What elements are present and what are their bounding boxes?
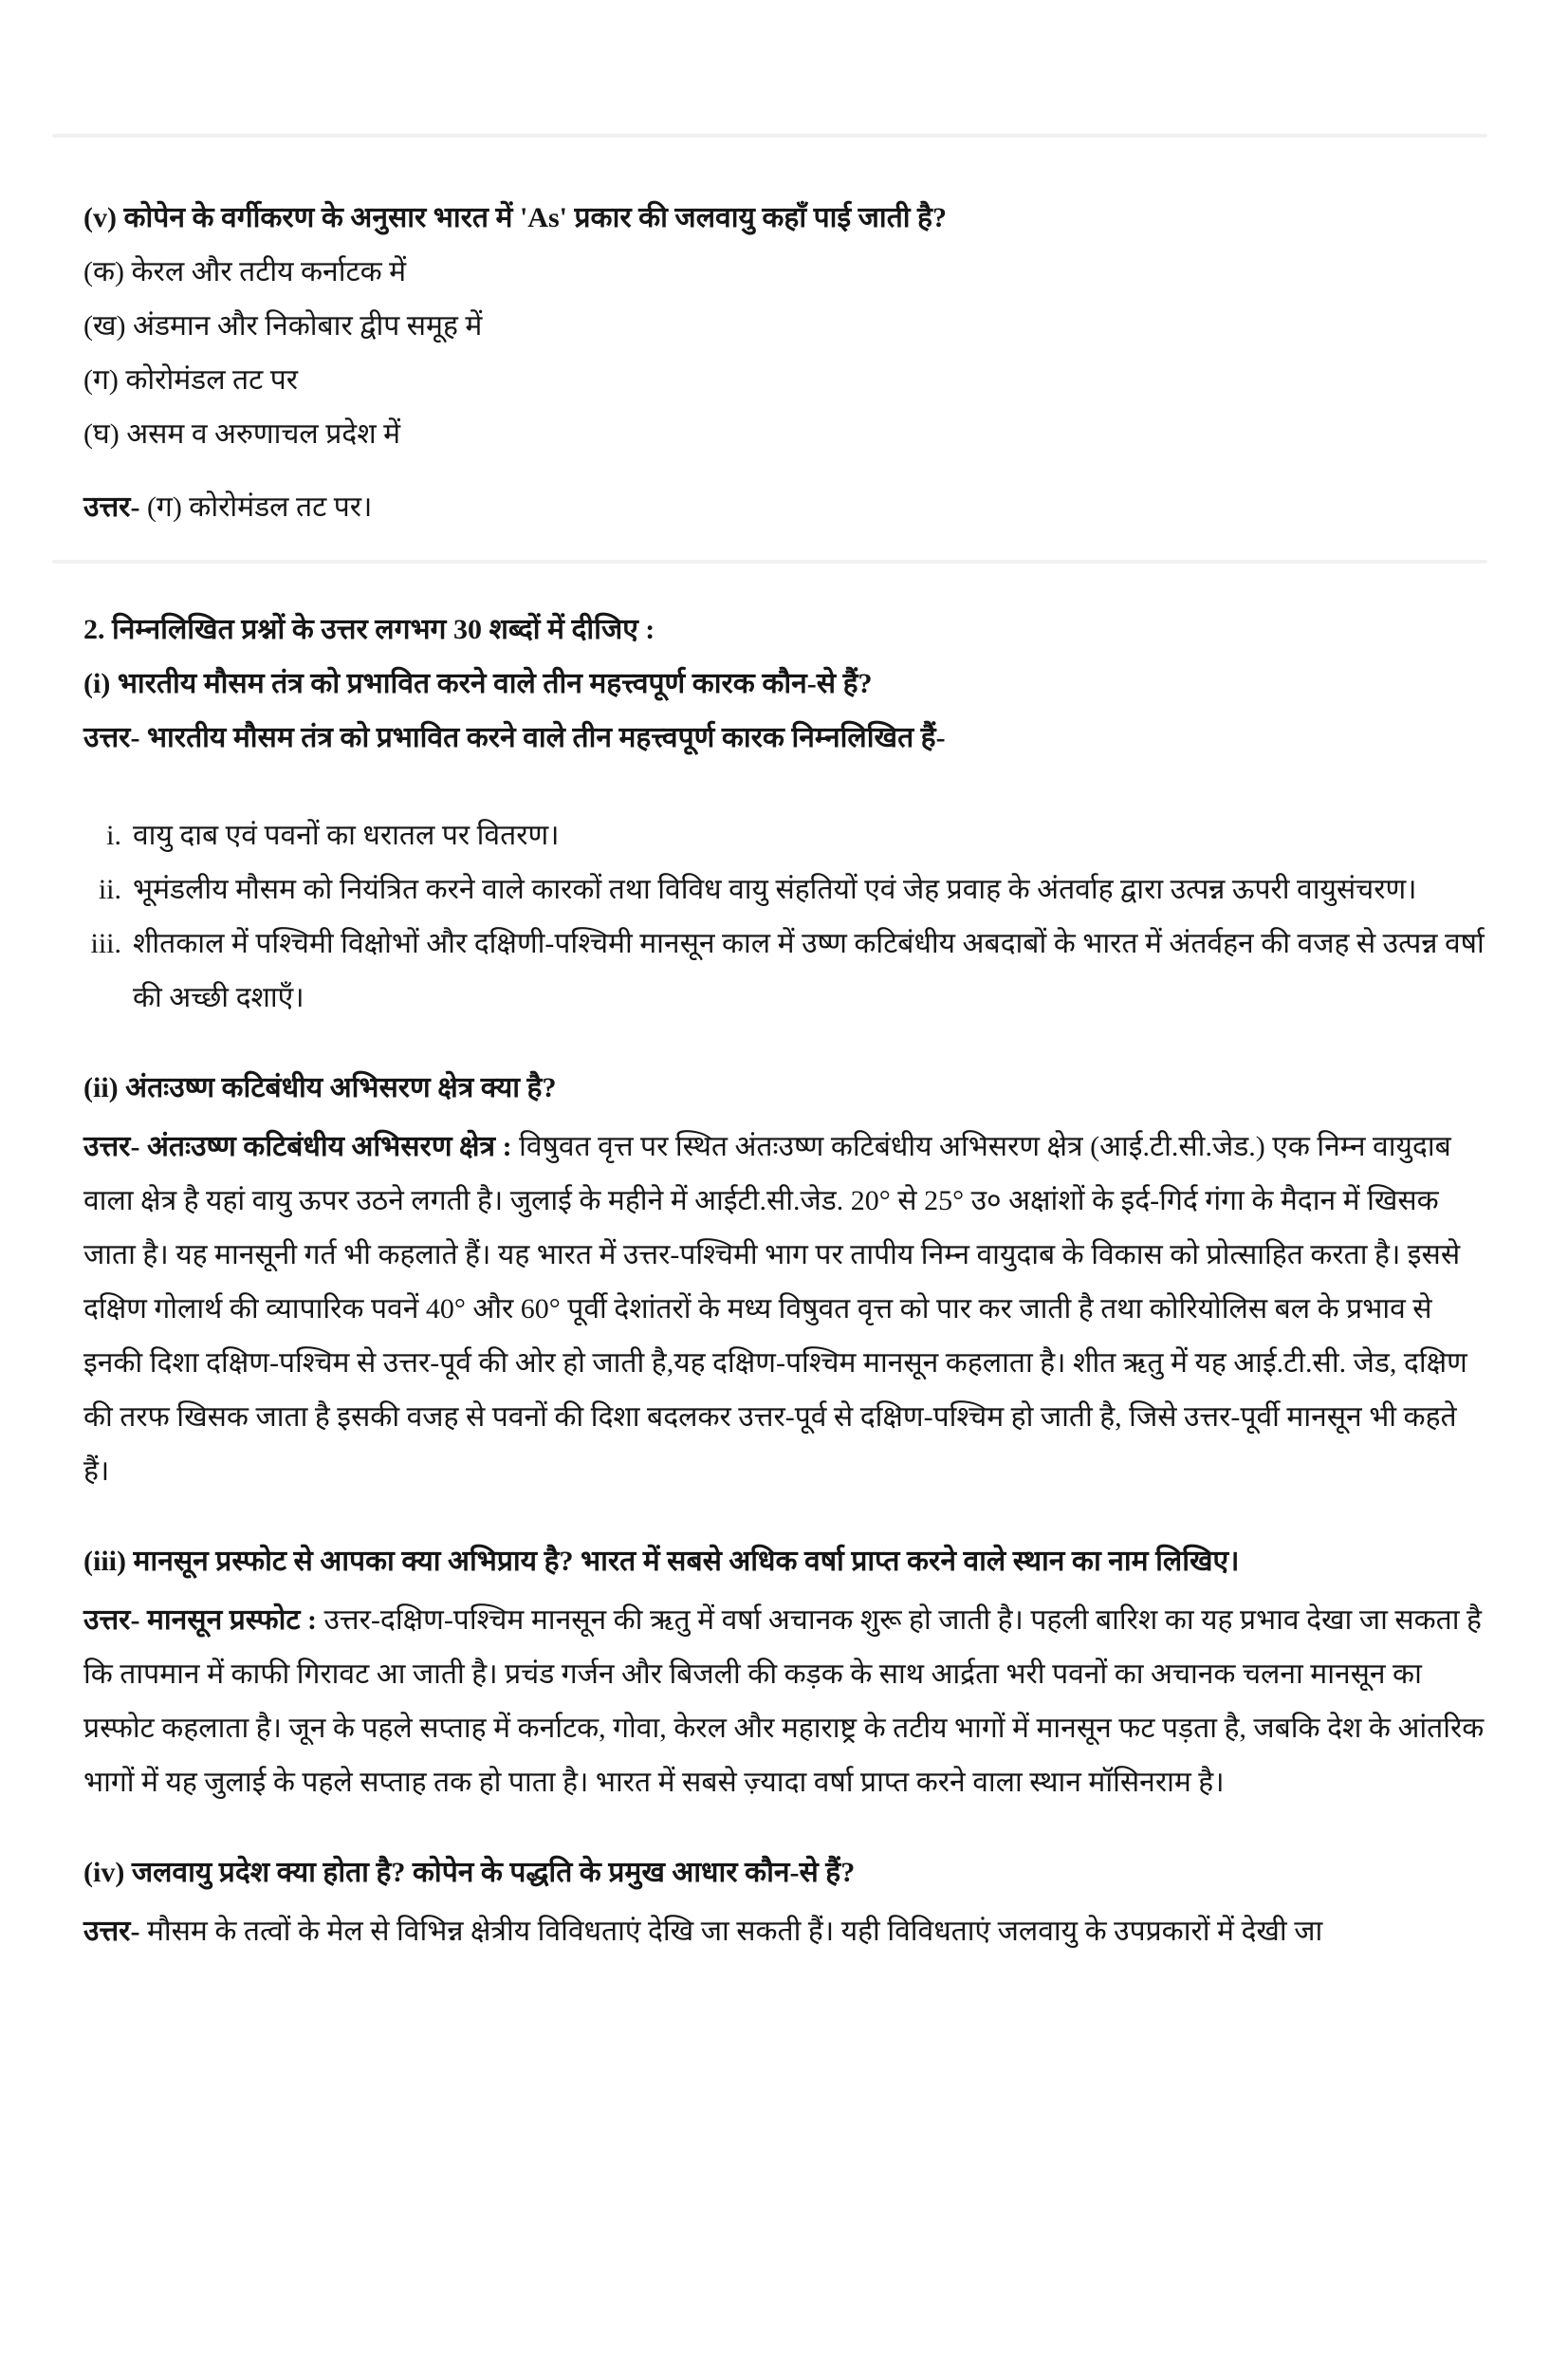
list-item-text: वायु दाब एवं पवनों का धरातल पर वितरण।	[133, 820, 560, 851]
list-item	[83, 862, 1487, 917]
answer-label: उत्तर-	[83, 1916, 140, 1947]
answer-label: उत्तर-	[83, 1604, 140, 1636]
document-page	[0, 134, 1568, 2353]
answer-iii	[83, 1593, 1487, 1809]
question-iii: (iii) मानसून प्रस्फोट से आपका क्या अभिप्राय है? भारत में सबसे अधिक वर्षा प्राप्त करने वाले स्थान का नाम लिखिए।	[83, 1546, 1240, 1577]
list-marker: iii.	[90, 928, 121, 959]
list-item-text: शीतकाल में पश्चिमी विक्षोभों और दक्षिणी-पश्चिमी मानसून काल में उष्ण कटिबंधीय अबदाबों के भारत में अंतर्वहन की वजह से उत्पन्न वर्षा की अच्छी दशाएँ।	[133, 928, 1485, 1013]
question-iv: (iv) जलवायु प्रदेश क्या होता है? कोपेन के पद्धति के प्रमुख आधार कौन-से हैं?	[83, 1857, 856, 1888]
answer-body: उत्तर-दक्षिण-पश्चिम मानसून की ऋतु में वर्षा अचानक शुरू हो जाती है। पहली बारिश का यह प्रभाव देखा जा सकता है कि तापमान में काफी गिरावट आ जाती है। प्रचंड गर्जन और बिजली की कड़क के साथ आर्द्रता भरी पवनों का अचानक चलना मानसून का प्रस्फोट कहलाता है। जून के पहले सप्ताह में कर्नाटक, गोवा, केरल और महाराष्ट्र के तटीय भागों में मानसून फट पड़ता है, जबकि देश के आंतरिक भागों में यह जुलाई के पहले सप्ताह तक हो पाता है। भारत में सबसे ज़्यादा वर्षा प्राप्त करने वाला स्थान मॉसिनराम है।	[83, 1604, 1485, 1798]
mcq-option-ka: (क) केरल और तटीय कर्नाटक में	[83, 256, 407, 287]
section-divider-top	[52, 134, 1487, 138]
section-divider-mid	[52, 560, 1487, 564]
answer-ii	[83, 1120, 1487, 1498]
answer-term: मानसून प्रस्फोट :	[146, 1604, 317, 1636]
answer-i-list	[83, 808, 1487, 1025]
mcq-question-v: (v) कोपेन के वर्गीकरण के अनुसार भारत में 'As' प्रकार की जलवायु कहाँ पाई जाती है?	[83, 202, 947, 233]
list-item	[83, 808, 1487, 862]
answer-label: उत्तर-	[83, 491, 140, 523]
answer-label: उत्तर-	[83, 722, 140, 753]
list-marker: ii.	[98, 874, 121, 905]
list-item-text: भूमंडलीय मौसम को नियंत्रित करने वाले कारकों तथा विविध वायु संहतियों एवं जेह प्रवाह के अंतर्वाह द्वारा उत्पन्न ऊपरी वायुसंचरण।	[133, 874, 1417, 905]
answer-body: मौसम के तत्वों के मेल से विभिन्न क्षेत्रीय विविधताएं देखि जा सकती हैं। यही विविधताएं जलवायु के उपप्रकारों में देखी जा	[146, 1916, 1323, 1947]
question-i: (i) भारतीय मौसम तंत्र को प्रभावित करने वाले तीन महत्त्वपूर्ण कारक कौन-से हैं?	[83, 668, 873, 699]
mcq-answer	[83, 480, 1487, 534]
answer-intro-text: भारतीय मौसम तंत्र को प्रभावित करने वाले तीन महत्त्वपूर्ण कारक निम्नलिखित हैं-	[146, 722, 946, 753]
answer-iv	[83, 1904, 1487, 1958]
mcq-option-ga: (ग) कोरोमंडल तट पर	[83, 364, 299, 396]
mcq-option-gha: (घ) असम व अरुणाचल प्रदेश में	[83, 418, 401, 450]
list-marker: i.	[106, 820, 121, 851]
answer-label: उत्तर-	[83, 1131, 140, 1162]
list-item	[83, 917, 1487, 1025]
answer-term: अंतःउष्ण कटिबंधीय अभिसरण क्षेत्र :	[146, 1131, 512, 1162]
answer-body: विषुवत वृत्त पर स्थित अंतःउष्ण कटिबंधीय अभिसरण क्षेत्र (आई.टी.सी.जेड.) एक निम्न वायुदाब वाला क्षेत्र है यहां वायु ऊपर उठने लगती है। जुलाई के महीने में आईटी.सी.जेड. 20° से 25° उ० अक्षांशों के इर्द-गिर्द गंगा के मैदान में खिसक जाता है। यह मानसूनी गर्त भी कहलाते हैं। यह भारत में उत्तर-पश्चिमी भाग पर तापीय निम्न वायुदाब के विकास को प्रोत्साहित करता है। इससे दक्षिण गोलार्थ की व्यापारिक पवनें 40° और 60° पूर्वी देशांतरों के मध्य विषुवत वृत्त को पार कर जाती है तथा कोरियोलिस बल के प्रभाव से इनकी दिशा दक्षिण-पश्चिम से उत्तर-पूर्व की ओर हो जाती है,यह दक्षिण-पश्चिम मानसून कहलाता है। शीत ऋतु में यह आई.टी.सी. जेड, दक्षिण की तरफ खिसक जाता है इसकी वजह से पवनों की दिशा बदलकर उत्तर-पूर्व से दक्षिण-पश्चिम हो जाती है, जिसे उत्तर-पूर्वी मानसून भी कहते हैं।	[83, 1131, 1467, 1487]
mcq-option-kha: (ख) अंडमान और निकोबार द्वीप समूह में	[83, 310, 483, 342]
question-ii: (ii) अंतःउष्ण कटिबंधीय अभिसरण क्षेत्र क्या है?	[83, 1072, 557, 1103]
answer-i-intro	[83, 711, 1487, 765]
answer-text: (ग) कोरोमंडल तट पर।	[146, 491, 373, 523]
section2-heading: 2. निम्नलिखित प्रश्नों के उत्तर लगभग 30 शब्दों में दीजिए :	[83, 614, 655, 645]
